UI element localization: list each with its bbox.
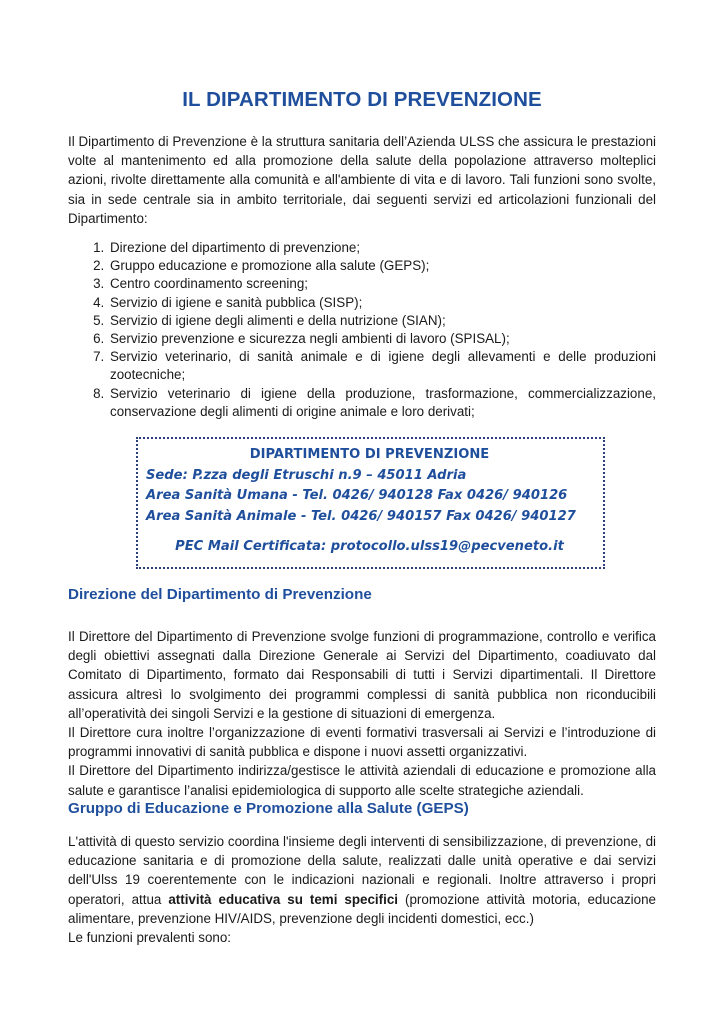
contact-pec: PEC Mail Certificata: protocollo.ulss19@pecveneto.it [175, 539, 564, 555]
section-heading-direzione: Direzione del Dipartimento di Prevenzione [68, 586, 372, 603]
intro-paragraph: Il Dipartimento di Prevenzione è la struttura sanitaria dell’Azienda ULSS che assicura le prestazioni volte al mantenimento ed alla promozione della salute della popolazione attraverso molteplici azioni, rivolte direttamente alla comunità e all'ambiente di vita e di lavoro. Tali funzioni sono svolte, sia in sede centrale sia in ambito territoriale, dai seguenti servizi ed articolazioni funzionali del Dipartimento: [68, 134, 656, 226]
geps-text-bold: attività educativa su temi specifici [168, 891, 399, 907]
geps-paragraph-2: Le funzioni prevalenti sono: [68, 930, 232, 946]
geps-paragraph-1 [68, 832, 656, 928]
list-item: 3. Centro coordinamento screening; [108, 275, 656, 293]
contact-box [136, 437, 605, 569]
geps-text-before: L'attività di questo servizio coordina l'insieme degli interventi di sensibilizzazione, di prevenzione, di educazione sanitaria e di promozione della salute, realizzati dalle unità operative e dai servizi dell'Ulss 19 coerentemente con le indicazioni nazionali e regionali. Inoltre attraverso i propri operatori, attua [68, 834, 656, 907]
list-item: 5. Servizio di igiene degli alimenti e della nutrizione (SIAN); [108, 312, 656, 330]
direzione-paragraph-2: Il Direttore cura inoltre l’organizzazione di eventi formativi trasversali ai Servizi e l’introduzione di programmi innovativi di sanità pubblica e dispone i nuovi assetti organizzativi. [68, 725, 656, 760]
contact-box-title: DIPARTIMENTO DI PREVENZIONE [249, 447, 490, 462]
direzione-paragraph-3: Il Direttore del Dipartimento indirizza/gestisce le attività aziendali di educazione e promozione alla salute e garantisce l’analisi epidemiologica di supporto alle scelte strategiche aziendali. [68, 763, 656, 798]
geps-text-after: (promozione attività motoria, educazione alimentare, prevenzione HIV/AIDS, prevenzione degli incidenti domestici, ecc.) [68, 891, 656, 926]
list-item: 4. Servizio di igiene e sanità pubblica (SISP); [108, 294, 656, 312]
list-item: 8. Servizio veterinario di igiene della produzione, trasformazione, commercializzazione, conservazione degli alimenti di origine animale e loro derivati; [108, 385, 656, 421]
contact-sede: Sede: P.zza degli Etruschi n.9 – 45011 Adria [146, 467, 467, 483]
section-geps-body [68, 832, 656, 947]
direzione-paragraph-1: Il Direttore del Dipartimento di Prevenzione svolge funzioni di programmazione, controllo e verifica degli obiettivi assegnati dalla Direzione Generale ai Servizi del Dipartimento, coadiuvato dal Comitato di Dipartimento, formato dai Responsabili di tutti i Servizi dipartimentali. Il Direttore assicura altresì lo svolgimento dei programmi complessi di sanità pubblica non riconducibili all’operatività dei singoli Servizi e la gestione di situazioni di emergenza. [68, 629, 656, 721]
contact-area-animale: Area Sanità Animale - Tel. 0426/ 940157 Fax 0426/ 940127 [146, 508, 576, 524]
page-title: IL DIPARTIMENTO DI PREVENZIONE [182, 88, 542, 111]
services-list [68, 239, 656, 421]
section-direzione-body [68, 627, 656, 800]
list-item: 7. Servizio veterinario, di sanità animale e di igiene degli allevamenti e delle produzioni zootecniche; [108, 348, 656, 384]
section-heading-geps: Gruppo di Educazione e Promozione alla Salute (GEPS) [68, 800, 469, 817]
list-item: 6. Servizio prevenzione e sicurezza negli ambienti di lavoro (SPISAL); [108, 330, 656, 348]
list-item: 1. Direzione del dipartimento di prevenzione; [108, 239, 656, 257]
contact-area-umana: Area Sanità Umana - Tel. 0426/ 940128 Fax 0426/ 940126 [146, 488, 568, 504]
list-item: 2. Gruppo educazione e promozione alla salute (GEPS); [108, 257, 656, 275]
